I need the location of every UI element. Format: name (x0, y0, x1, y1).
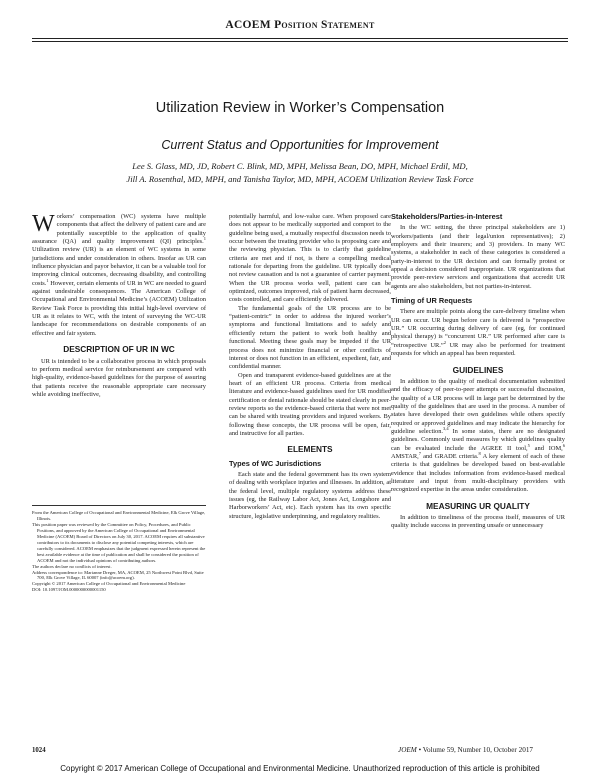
authors-line-1: Lee S. Glass, MD, JD, Robert C. Blink, MD, MPH, Melissa Bean, DO, MPH, Michael Erdil, MD, (132, 161, 468, 171)
col3-paragraph-1: In the WC setting, the three principal stakeholders are 1) workers/patients (and their legal/union representatives); 2) employers and their insurers; and 3) providers. In many WC systems, a stakeholder in each of these categories is considered a party-in-interest to the UR decision and can formally protest or appeal a decision considered inappropriate. UR organizations that provide peer-review services and organizations that accredit UR agents are also stakeholders, but not parties-in-interest. (391, 224, 565, 290)
citation-ref: 5 (527, 442, 530, 448)
citation-ref: 3,4 (443, 425, 449, 431)
guidelines-text-f: A key element of each of these criteria is that guidelines be developed based on best-available evidence that includes information from evidence-based medical literature and input from multi-disciplinary providers with recognized expertise in the areas under consideration. (391, 452, 565, 494)
timing-text-b: UR may also be performed for treatment requests for which an appeal has been requested. (391, 341, 566, 358)
citation-ref: 6 (562, 442, 565, 448)
guidelines-text-a: In addition to the quality of medical documentation submitted and the efficacy of peer-to-peer attempts or successful discussion, the quality of a UR process will in large part be determined by the quality of the guidelines that are used in the process. A number of states have developed their own guidelines while others specify required or approved guidelines and may indicate the hierarchy for guideline selection. (391, 377, 565, 435)
section-label-prefix: ACOEM (225, 19, 275, 31)
article-subtitle: Current Status and Opportunities for Improvement (161, 138, 439, 152)
column-2 (229, 213, 391, 521)
guidelines-text-e: and GRADE criteria. (420, 452, 479, 460)
intro-text-b: Utilization review (UR) is an element of WC systems in some jurisdictions and under consideration in others. Insofar as UR can influence physician and payor behavior, it can be a valuable tool for improving clinical outcomes, decreasing disability, and controlling costs. (32, 246, 206, 287)
citation-ref: 1 (46, 277, 49, 283)
journal-details: • Volume 59, Number 10, October 2017 (416, 746, 534, 754)
article-title: Utilization Review in Worker’s Compensation (155, 100, 445, 116)
guidelines-text-d: AMSTAR, (391, 452, 419, 460)
column-3 (391, 213, 565, 531)
intro-text-c: However, certain elements of UR in WC are needed to guard against undesirable consequences. The American College of Occupational and Environmental Medicine’s (ACOEM) Utilization Review Task Force is providing this initial high-level overview of UR as it relates to WC, with the intent of surveying the WC-UR landscape for recommendations on desirable components of an effective and fair system. (32, 279, 206, 337)
heading-stakeholders: Stakeholders/Parties-in-Interest (391, 212, 503, 221)
heading-timing: Timing of UR Requests (391, 296, 473, 306)
heading-elements: ELEMENTS (287, 444, 333, 455)
timing-text-a: There are multiple points along the care-delivery timeline when UR can occur. UR begun before care is delivered is “prospective UR.” UR occurring during delivery of care (eg, for continued physical therapy) is “concurrent UR.” UR performed after care is “retrospective UR.” (391, 308, 565, 349)
col3-paragraph-4: In addition to timeliness of the process itself, measures of UR quality include success in preventing unsafe or unnecessary (391, 514, 565, 530)
header-rule-bottom (32, 41, 568, 42)
col3-paragraph-2 (391, 308, 565, 358)
col3-paragraph-3 (391, 378, 565, 495)
citation-ref: 8 (478, 450, 481, 456)
heading-guidelines: GUIDELINES (452, 364, 504, 375)
section-label (0, 19, 600, 31)
copyright-notice: Copyright © 2017 American College of Occupational and Environmental Medicine. Unauthorized reproduction of this article is prohibited (60, 764, 540, 773)
col2-paragraph-1: potentially harmful, and low-value care. When proposed care does not appear to be medically supported and comport to the guideline being used, a mutually respectful discussion needs to occur between the treating provider who is proposing care and the reviewing physician. This is to clarify that guideline criteria are met and if not, is there a compelling medical rationale for departing from the guideline. UR typically does not review causation and is not a guarantee of carrier payment. When the UR process works well, patient care can be optimized, outcomes improved, risk of patient harm decreased, costs controlled, and care efficiently delivered. (229, 213, 391, 304)
page-number: 1024 (32, 747, 46, 754)
citation-ref: 7 (418, 450, 421, 456)
footnote-affiliation: From the American College of Occupational and Environmental Medicine, Elk Grove Village, Illinois. (32, 510, 206, 521)
footnote-doi: DOI: 10.1097/JOM.0000000000001150 (32, 587, 106, 593)
description-paragraph: UR is intended to be a collaborative process in which proposals to perform medical service for reimbursement are compared with high-quality, evidence-based guidelines for the purpose of assuring that patients receive the reasonable appropriate care necessary while avoiding ineffective, (32, 357, 206, 398)
author-list (50, 160, 550, 186)
footnote-rule (32, 505, 206, 506)
intro-paragraph (32, 213, 206, 338)
column-1 (32, 213, 206, 399)
heading-measuring: MEASURING UR QUALITY (426, 500, 530, 511)
journal-citation (398, 746, 533, 754)
footnote-copyright: Copyright © 2017 American College of Occupational and Environmental Medicine (32, 581, 186, 587)
heading-description: DESCRIPTION OF UR IN WC (63, 344, 175, 355)
footnote-correspondence: Address correspondence to: Marianne Dreger, MA, ACOEM, 25 Northwest Point Blvd, Suite 700, Elk Grove Village, IL 60007 (info@acoem.org). (32, 569, 204, 581)
footnote-conflicts: The authors declare no conflicts of interest. (32, 563, 112, 569)
journal-name: JOEM (398, 746, 417, 754)
citation-ref: 1 (203, 235, 206, 241)
header-rule-top (32, 38, 568, 39)
col2-paragraph-3: Open and transparent evidence-based guidelines are at the heart of an efficient UR process. Criteria from medical literature and evidence-based guidelines used for UR modified certification or denial rationale should be stated clearly in peer-review reports so the evidence-based criteria that were not met can be shared with treating providers and injured workers. By following these concepts, the UR process will be open, fair, and instructive for all parties. (229, 371, 391, 437)
footnotes (32, 510, 206, 593)
authors-line-2: Jill A. Rosenthal, MD, MPH, and Tanisha Taylor, MD, MPH, ACOEM Utilization Review Task Force (126, 174, 474, 184)
footnote-review: This position paper was reviewed by the Committee on Policy, Procedures, and Public Positions, and approved by the American College of Occupational and Environmental Medicine (ACOEM) Board of Directors on July 30, 2017. ACOEM requires all substantive contributors to its documents to disclose any potential competing interests, which are carefully considered. ACOEM emphasizes that the judgment expressed herein represent the best available evidence at the time of publication and shall be considered the position of ACOEM and not the individual opinions of contributing authors. (32, 521, 206, 563)
col2-paragraph-4: Each state and the federal government has its own system of dealing with workplace injuries and illnesses. In addition, at the federal level, multiple regulatory systems address these issues (eg, the Railway Labor Act, Jones Act, Longshore and Harborworkers’ Act, etc). Each system has its own specific structure, legislative underpinning, and regulatory realities. (229, 470, 391, 520)
col2-paragraph-2: The fundamental goals of the UR process are to be “patient-centric” in order to address the injured worker’s symptoms and functional limitations and to safely and efficiently return the patient to work both healthy and functional. Meeting these goals may be impeded if the UR process does not minimize financial or other conflicts of interest or does not function in an efficient, expedient, fair, and confidential manner. (229, 304, 391, 371)
intro-text-a: orkers’ compensation (WC) systems have multiple components that affect the delivery of patient care and are potentially susceptible to the application of quality assurance (QA) and quality improvement (QI) principles. (32, 213, 206, 246)
guidelines-text-c: and IOM, (529, 444, 563, 452)
citation-ref: 2 (443, 339, 446, 345)
section-label-suffix: Position Statement (274, 19, 375, 31)
drop-cap: W (32, 211, 55, 237)
guidelines-text-b: In some states, there are no designated guidelines. Commonly used measures by which guidelines quality can be evaluated include the AGREE II tool, (391, 427, 565, 452)
heading-types-jurisdictions: Types of WC Jurisdictions (229, 458, 322, 468)
